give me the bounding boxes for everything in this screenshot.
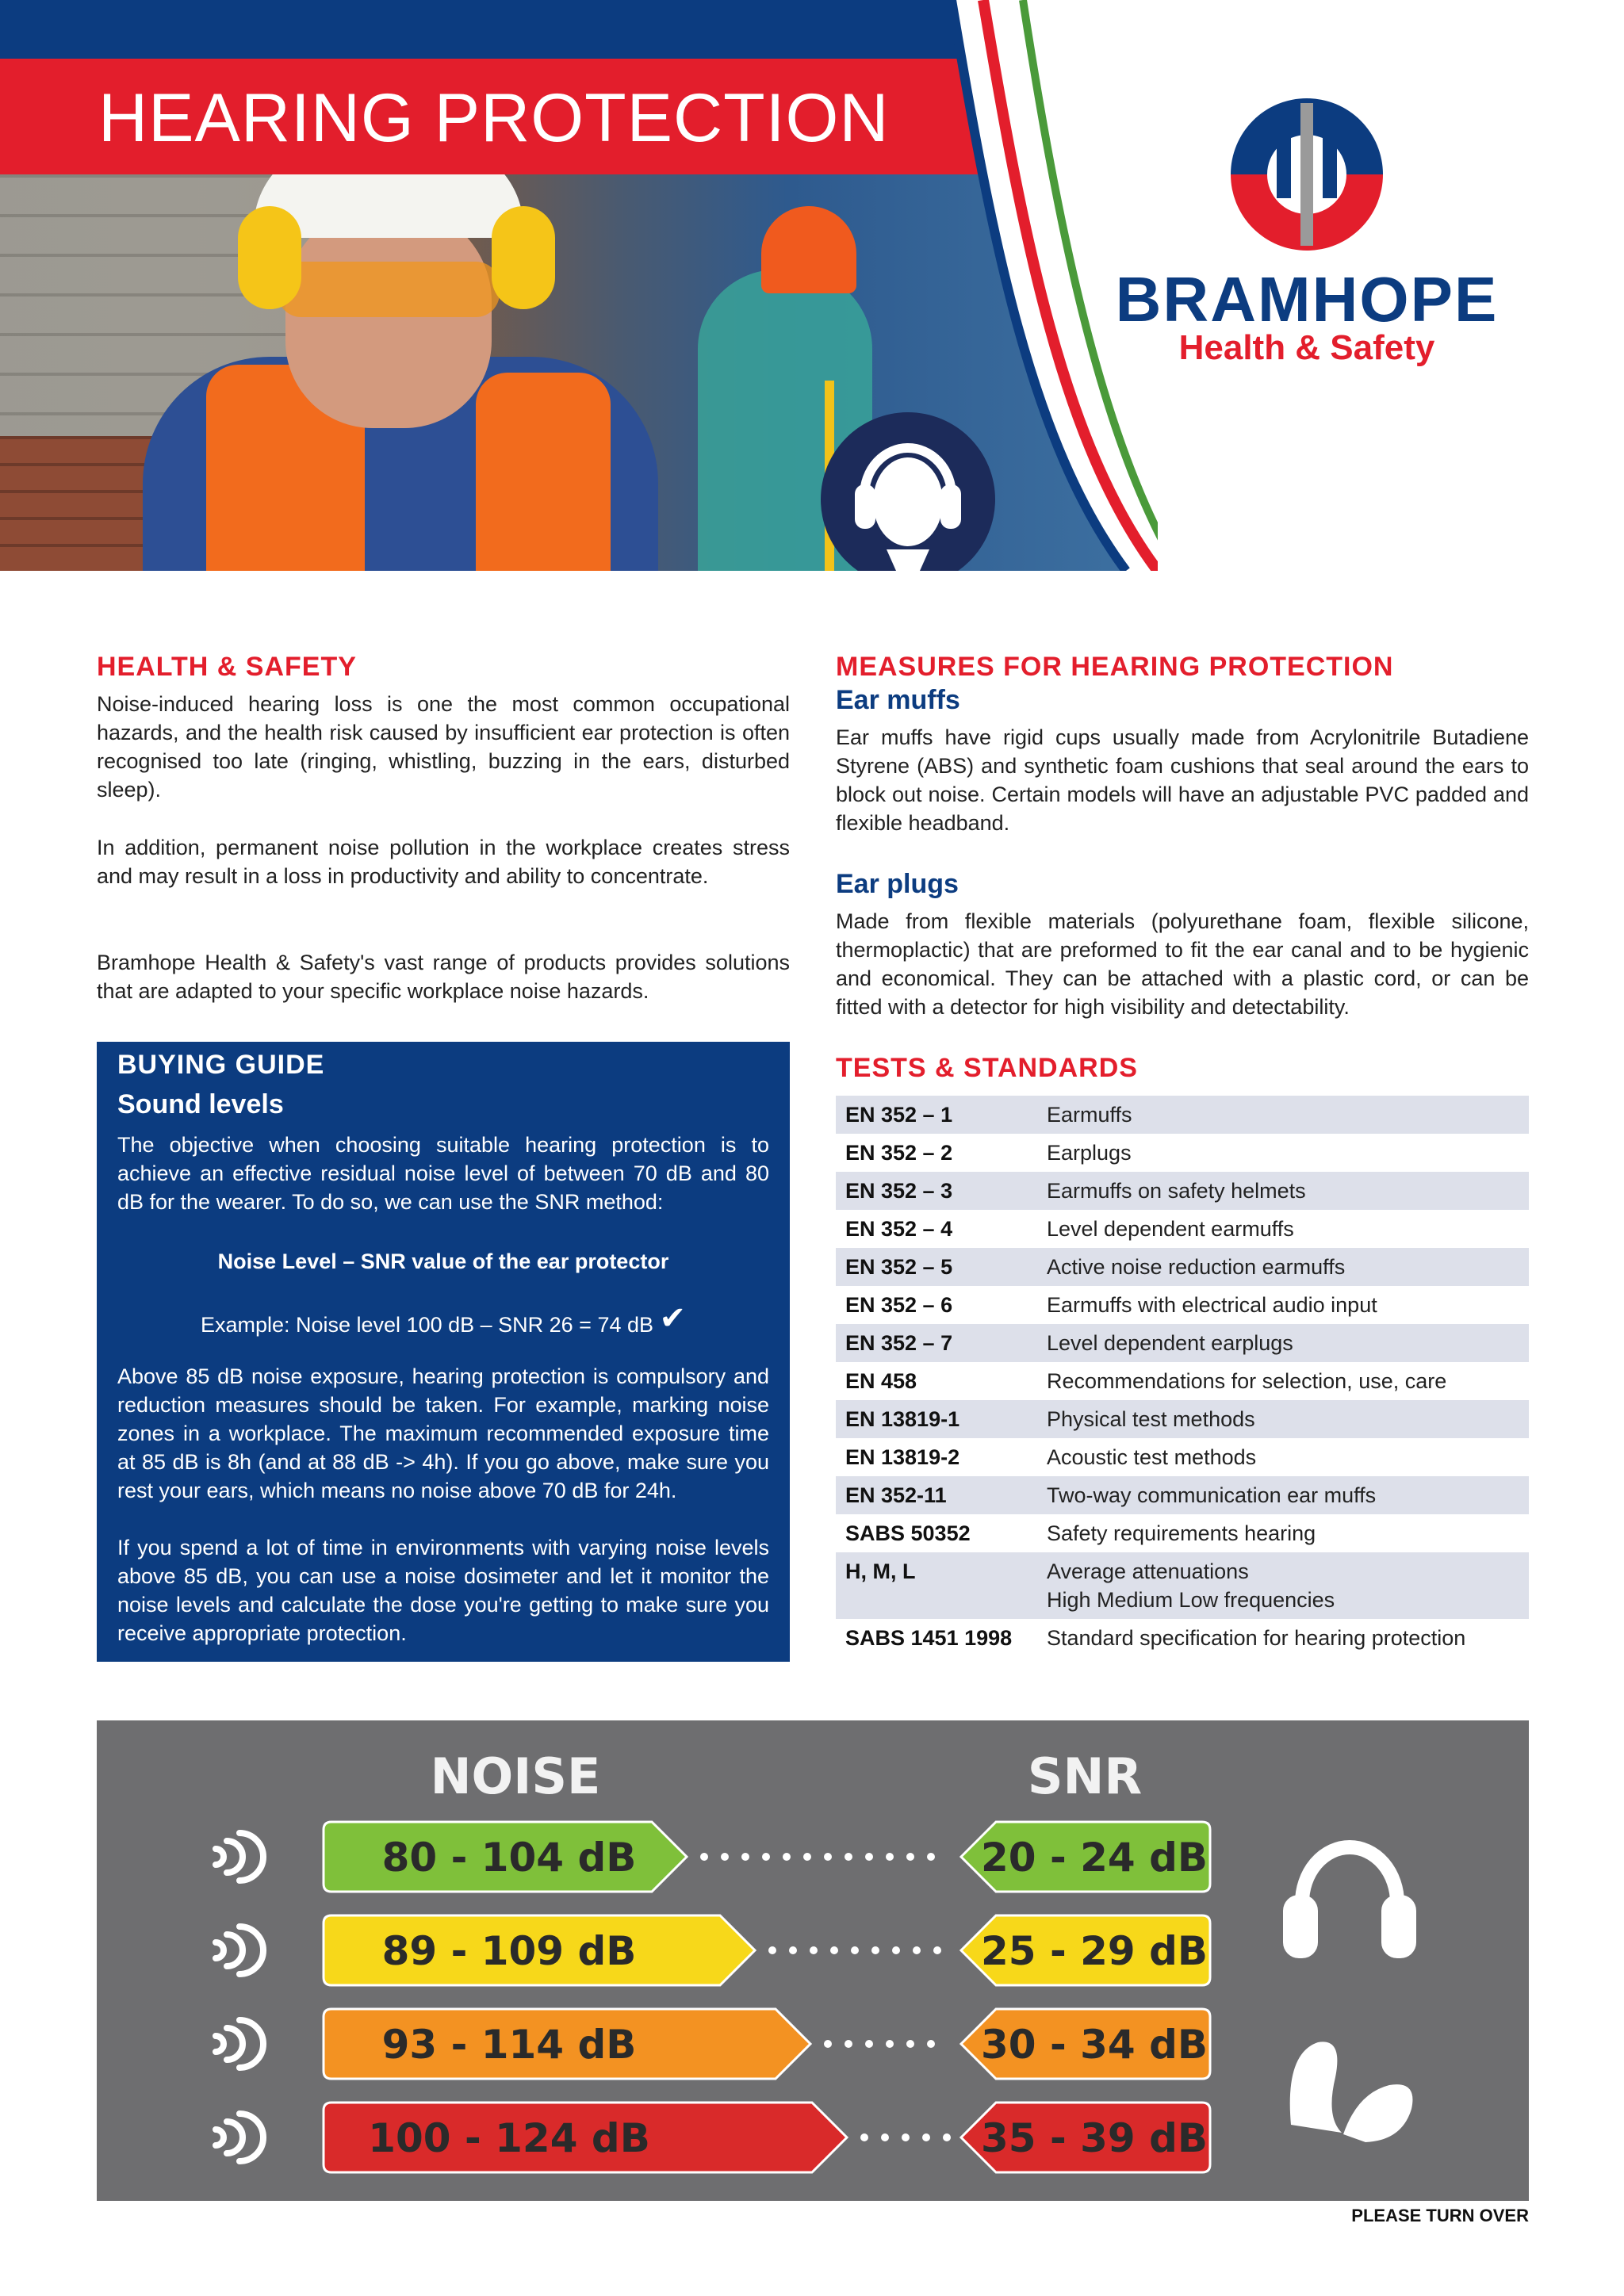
page-title: HEARING PROTECTION bbox=[98, 80, 890, 156]
connector-dot bbox=[881, 2133, 889, 2141]
snr-range-label: 20 - 24 dB bbox=[980, 1835, 1208, 1881]
standards-row bbox=[836, 1286, 1529, 1324]
standard-description bbox=[1037, 1400, 1529, 1438]
guide-subheading: Sound levels bbox=[117, 1089, 284, 1119]
snr-header: SNR bbox=[1027, 1747, 1143, 1805]
standards-table bbox=[836, 1096, 1529, 1657]
standard-description-text: Physical test methods bbox=[1047, 1407, 1255, 1431]
connector-dot bbox=[886, 2040, 894, 2048]
standard-code: EN 13819-1 bbox=[836, 1400, 1037, 1438]
sound-wave-icon bbox=[216, 2114, 263, 2161]
standards-row bbox=[836, 1248, 1529, 1286]
standard-description-text: Standard specification for hearing protection bbox=[1047, 1626, 1466, 1650]
standard-description-text: Earplugs bbox=[1047, 1141, 1132, 1165]
standards-row bbox=[836, 1552, 1529, 1619]
ear-muffs-heading: Ear muffs bbox=[836, 685, 960, 715]
standard-code: EN 352 – 5 bbox=[836, 1248, 1037, 1286]
standard-description bbox=[1037, 1096, 1529, 1134]
standard-description bbox=[1037, 1619, 1529, 1657]
standards-row bbox=[836, 1476, 1529, 1514]
standard-code: SABS 1451 1998 bbox=[845, 1626, 1013, 1650]
brand-subtitle: Health & Safety bbox=[1178, 328, 1435, 367]
connector-dot bbox=[851, 1946, 859, 1954]
standard-description-text: Level dependent earplugs bbox=[1047, 1331, 1293, 1355]
snr-range-label: 25 - 29 dB bbox=[980, 1928, 1208, 1974]
connector-dot bbox=[913, 1946, 921, 1954]
standard-description bbox=[1037, 1438, 1529, 1476]
standard-description-text: Earmuffs with electrical audio input bbox=[1047, 1293, 1377, 1317]
standard-code: SABS 50352 bbox=[845, 1521, 971, 1545]
standards-row bbox=[836, 1324, 1529, 1362]
ear-plugs-heading: Ear plugs bbox=[836, 869, 959, 899]
noise-header: NOISE bbox=[430, 1747, 601, 1805]
guide-example: Example: Noise level 100 dB – SNR 26 = 74 dB bbox=[200, 1313, 654, 1337]
ear-muffs-icon bbox=[1283, 1847, 1416, 1958]
ear-muffs-text: Ear muffs have rigid cups usually made from Acrylonitrile Butadiene Styrene (ABS) and synthetic foam cushions that seal around the ears to block out noise. Certain models will have an adjustable PVC padded and flexible headband. bbox=[836, 725, 1529, 835]
connector-dot bbox=[830, 1946, 838, 1954]
standard-description-text: Two-way communication ear muffs bbox=[1047, 1483, 1377, 1507]
standards-row bbox=[836, 1134, 1529, 1172]
standard-description-text-2: High Medium Low frequencies bbox=[1047, 1588, 1335, 1612]
standards-row bbox=[836, 1400, 1529, 1438]
health-heading: HEALTH & SAFETY bbox=[97, 652, 357, 682]
standard-code: EN 352 – 4 bbox=[845, 1217, 953, 1241]
standard-description bbox=[1037, 1286, 1529, 1324]
turn-over-note: PLEASE TURN OVER bbox=[1351, 2206, 1529, 2225]
standards-row bbox=[836, 1096, 1529, 1134]
noise-range-label: 80 - 104 dB bbox=[381, 1835, 637, 1881]
standards-row bbox=[836, 1362, 1529, 1400]
standard-code: EN 13819-2 bbox=[845, 1445, 960, 1469]
standard-description-text: Earmuffs on safety helmets bbox=[1047, 1179, 1306, 1203]
connector-dot bbox=[927, 1853, 935, 1861]
connector-dot bbox=[762, 1853, 770, 1861]
snr-range-label: 30 - 34 dB bbox=[980, 2022, 1208, 2068]
connector-dot bbox=[906, 1853, 914, 1861]
connector-dot bbox=[906, 2040, 914, 2048]
standards-row bbox=[836, 1210, 1529, 1248]
connector-dot bbox=[860, 2133, 868, 2141]
connector-dot bbox=[865, 2040, 873, 2048]
buying-guide-box bbox=[97, 1042, 790, 1662]
standard-description bbox=[1037, 1514, 1529, 1552]
standard-code: H, M, L bbox=[836, 1552, 1037, 1619]
standards-row bbox=[836, 1619, 1529, 1657]
noise-snr-panel bbox=[97, 1720, 1529, 2201]
guide-paragraph-1: The objective when choosing suitable hearing protection is to achieve an effective residual noise level of between 70 dB and 80 dB for the wearer. To do so, we can use the SNR method: bbox=[117, 1133, 769, 1214]
standard-description-text: Level dependent earmuffs bbox=[1047, 1217, 1294, 1241]
connector-dot bbox=[803, 1853, 811, 1861]
guide-heading: BUYING GUIDE bbox=[117, 1050, 325, 1080]
standards-row bbox=[836, 1172, 1529, 1210]
connector-dot bbox=[865, 1853, 873, 1861]
connector-dot bbox=[886, 1853, 894, 1861]
sound-wave-icon bbox=[216, 2020, 263, 2068]
connector-dot bbox=[721, 1853, 729, 1861]
connector-dot bbox=[902, 2133, 910, 2141]
health-paragraph-3: Bramhope Health & Safety's vast range of products provides solutions that are adapted to your specific workplace noise hazards. bbox=[97, 951, 790, 1003]
standard-code: EN 352 – 1 bbox=[836, 1096, 1037, 1134]
standards-row bbox=[836, 1514, 1529, 1552]
standard-description-text: Average attenuations bbox=[1047, 1559, 1249, 1583]
connector-dot bbox=[824, 1853, 832, 1861]
connector-dot bbox=[824, 2040, 832, 2048]
ear-plugs-text: Made from flexible materials (polyurethane foam, flexible silicone, thermoplactic) that are preformed to fit the ear canal and to be hygienic and economical. They can be attached with a plastic cord, or can be fitted with a detector for high visibility and detectability. bbox=[836, 909, 1529, 1019]
health-paragraph-2: In addition, permanent noise pollution in the workplace creates stress and may result in a loss in productivity and ability to concentrate. bbox=[97, 836, 790, 888]
standards-row bbox=[836, 1438, 1529, 1476]
standard-description-text: Earmuffs bbox=[1047, 1103, 1132, 1127]
noise-range-label: 89 - 109 dB bbox=[381, 1928, 637, 1974]
snr-range-label: 35 - 39 dB bbox=[980, 2115, 1208, 2161]
standard-description bbox=[1037, 1248, 1529, 1286]
header-blue-band bbox=[0, 0, 999, 59]
standard-code: EN 458 bbox=[845, 1369, 917, 1393]
connector-dot bbox=[783, 1853, 791, 1861]
measures-heading: MEASURES FOR HEARING PROTECTION bbox=[836, 652, 1394, 682]
guide-formula: Noise Level – SNR value of the ear protector bbox=[217, 1249, 669, 1273]
connector-dot bbox=[943, 2133, 951, 2141]
connector-dot bbox=[741, 1853, 749, 1861]
standard-description-text: Safety requirements hearing bbox=[1047, 1521, 1316, 1545]
connector-dot bbox=[927, 2040, 935, 2048]
guide-example-line bbox=[117, 1300, 769, 1337]
standard-code: EN 352 – 6 bbox=[845, 1293, 953, 1317]
noise-range-label: 100 - 124 dB bbox=[368, 2115, 650, 2161]
guide-paragraph-2: Above 85 dB noise exposure, hearing protection is compulsory and reduction measures should be taken. For example, marking noise zones in a workplace. The maximum recommended exposure time at 85 dB is 8h (and at 88 dB -> 4h). If you go above, make sure you rest your ears, which means no noise above 70 dB for 24h. bbox=[117, 1364, 769, 1502]
connector-dot bbox=[933, 1946, 941, 1954]
sound-wave-icon bbox=[216, 1927, 263, 1974]
ear-plugs-icon bbox=[1290, 2042, 1413, 2142]
standard-description bbox=[1037, 1134, 1529, 1172]
connector-dot bbox=[789, 1946, 797, 1954]
connector-dot bbox=[700, 1853, 708, 1861]
standard-description bbox=[1037, 1324, 1529, 1362]
standard-description bbox=[1037, 1362, 1529, 1400]
checkmark-icon: ✔ bbox=[659, 1301, 687, 1336]
sound-wave-icon bbox=[216, 1833, 263, 1881]
standard-description bbox=[1037, 1476, 1529, 1514]
standard-description-text: Acoustic test methods bbox=[1047, 1445, 1257, 1469]
standard-description-text: Active noise reduction earmuffs bbox=[1047, 1255, 1346, 1279]
standard-code: EN 352 – 2 bbox=[845, 1141, 953, 1165]
health-paragraph-1: Noise-induced hearing loss is one the most common occupational hazards, and the health risk caused by insufficient ear protection is often recognised too late (ringing, whistling, buzzing in the ears, disturbed sleep). bbox=[97, 692, 790, 802]
connector-dot bbox=[845, 2040, 852, 2048]
connector-dot bbox=[922, 2133, 930, 2141]
standard-description bbox=[1037, 1172, 1529, 1210]
standard-code: EN 352-11 bbox=[836, 1476, 1037, 1514]
connector-dot bbox=[810, 1946, 818, 1954]
standard-code: EN 352 – 3 bbox=[836, 1172, 1037, 1210]
standard-description bbox=[1037, 1210, 1529, 1248]
standard-description-text: Recommendations for selection, use, care bbox=[1047, 1369, 1447, 1393]
standard-code: EN 352 – 7 bbox=[836, 1324, 1037, 1362]
connector-dot bbox=[845, 1853, 852, 1861]
brand-name: BRAMHOPE bbox=[1115, 264, 1499, 335]
connector-dot bbox=[768, 1946, 776, 1954]
standards-heading: TESTS & STANDARDS bbox=[836, 1053, 1138, 1083]
bramhope-logo-icon bbox=[1228, 95, 1386, 254]
connector-dot bbox=[892, 1946, 900, 1954]
connector-dot bbox=[871, 1946, 879, 1954]
noise-range-label: 93 - 114 dB bbox=[381, 2022, 637, 2068]
noise-snr-graphic bbox=[97, 1720, 1529, 2201]
guide-paragraph-3: If you spend a lot of time in environments with varying noise levels above 85 dB, you can use a noise dosimeter and let it monitor the noise levels and calculate the dose you're getting to make sure you receive appropriate protection. bbox=[117, 1536, 769, 1645]
standard-description bbox=[1037, 1552, 1529, 1619]
